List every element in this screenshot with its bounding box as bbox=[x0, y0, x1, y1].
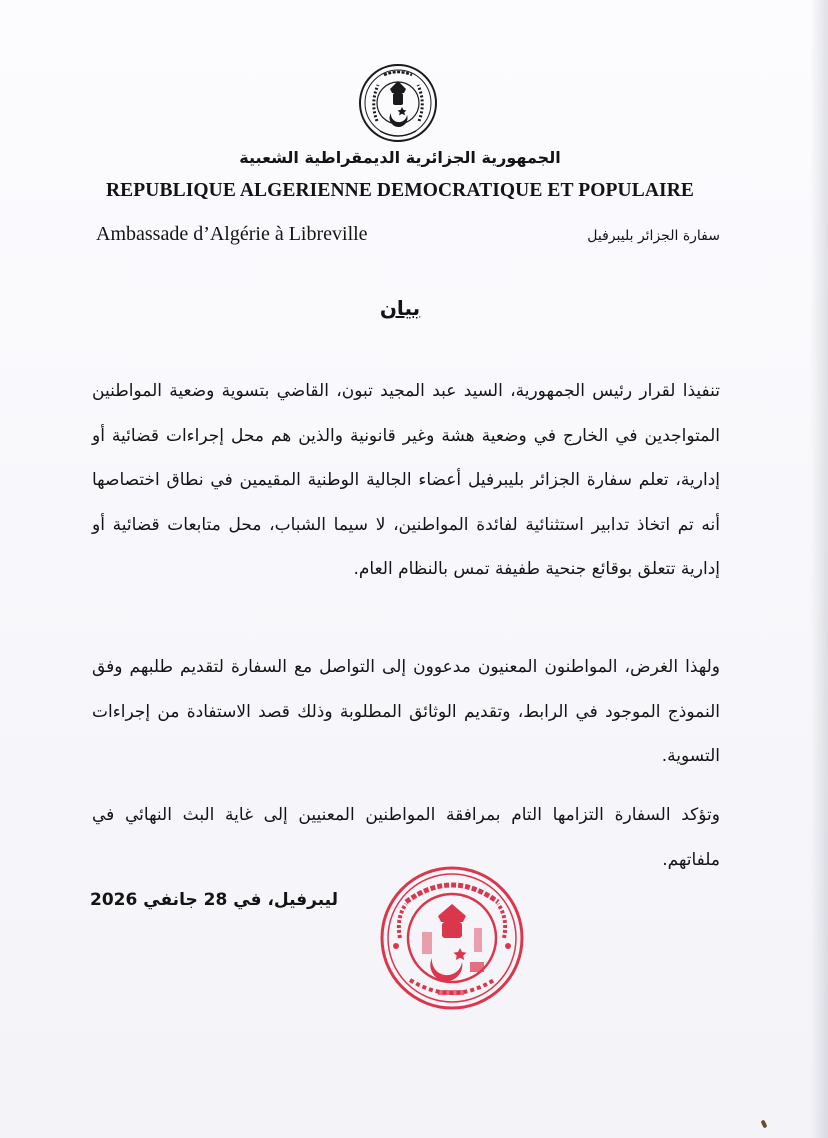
body-paragraph-3: وتؤكد السفارة التزامها التام بمرافقة المواطنين المعنيين إلى غاية البث النهائي في ملفاتهم. bbox=[92, 805, 720, 870]
country-name-french: REPUBLIQUE ALGERIENNE DEMOCRATIQUE ET POPULAIRE bbox=[106, 180, 694, 201]
embassy-name-french: Ambassade d’Algérie à Libreville bbox=[96, 223, 368, 245]
stamp-icon bbox=[376, 862, 528, 1014]
embassy-name-arabic: سفارة الجزائر بليبرفيل bbox=[587, 228, 720, 244]
paper-speck bbox=[760, 1120, 767, 1129]
body-paragraph-1: تنفيذا لقرار رئيس الجمهورية، السيد عبد المجيد تبون، القاضي بتسوية وضعية المواطنين المتواجدين في الخارج في وضعية هشة وغير قانونية والذين هم محل إجراءات قضائية أو إدارية، تعلم سفارة الجزائر بليبرفيل أعضاء الجالية الوطنية المقيمين في نطاق اختصاصها أنه تم اتخاذ تدابير استثنائية لفائدة المواطنين، لا سيما الشباب، محل متابعات قضائية أو إدارية تتعلق بوقائع جنحية طفيفة تمس بالنظام العام. bbox=[92, 381, 720, 579]
country-name-arabic: الجمهورية الجزائرية الديمقراطية الشعبية bbox=[239, 148, 561, 167]
paper-edge-shadow bbox=[810, 0, 828, 1138]
body-paragraph-2: ولهذا الغرض، المواطنون المعنيون مدعوون إلى التواصل مع السفارة لتقديم طلبهم وفق النموذج الموجود في الرابط، وتقديم الوثائق المطلوبة وذلك قصد الاستفادة من إجراءات التسوية. bbox=[92, 657, 720, 766]
place-and-date: ليبرفيل، في 28 جانفي 2026 bbox=[90, 890, 339, 910]
document-title: بيان bbox=[379, 296, 421, 320]
emblem-icon bbox=[358, 63, 438, 143]
